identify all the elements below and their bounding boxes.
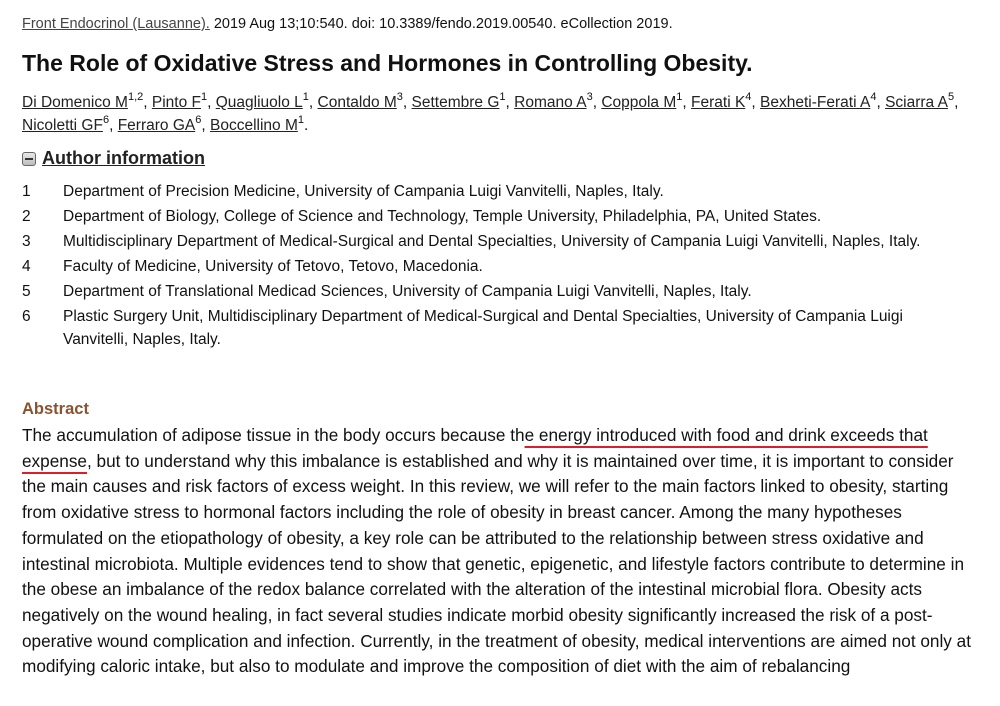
author-link[interactable]: Romano A	[514, 94, 587, 111]
author-link[interactable]: Ferraro GA	[117, 117, 196, 134]
author-entry	[209, 113, 304, 134]
author-link[interactable]: Settembre G	[411, 94, 500, 111]
author-entry	[317, 90, 403, 111]
author-information-label[interactable]: Author information	[42, 148, 205, 168]
author-information-toggle[interactable]	[22, 148, 205, 169]
author-entry	[760, 90, 877, 111]
author-affiliation-number: 1	[200, 90, 208, 103]
affiliation-text: Department of Biology, College of Science and Technology, Temple University, Philadelphia, PA, United States.	[63, 208, 822, 226]
author-affiliation-number: 1,2	[127, 90, 144, 103]
affiliation-item	[22, 306, 952, 351]
collapse-minus-icon[interactable]	[22, 152, 36, 166]
affiliation-number: 3	[22, 233, 31, 251]
affiliation-text: Multidisciplinary Department of Medical-Surgical and Dental Specialties, University of Campania Luigi Vanvitelli, Naples, Italy.	[63, 233, 921, 251]
author-link[interactable]: Coppola M	[601, 94, 677, 111]
citation-details: 2019 Aug 13;10:540. doi: 10.3389/fendo.2019.00540. eCollection 2019.	[209, 16, 673, 32]
author-affiliation-number: 1	[676, 90, 683, 103]
abstract-text	[22, 423, 982, 680]
author-affiliation-number: 1	[499, 90, 506, 103]
highlighted-phrase: e energy introduced with food and drink exceeds that expense	[22, 425, 928, 471]
affiliation-item	[22, 181, 952, 204]
author-entry	[411, 90, 506, 111]
affiliation-item	[22, 206, 952, 229]
affiliation-number: 4	[22, 258, 31, 276]
affiliation-item	[22, 231, 952, 254]
author-link[interactable]: Sciarra A	[885, 94, 948, 111]
author-affiliation-number: 5	[947, 90, 955, 103]
author-link[interactable]: Pinto F	[151, 94, 201, 111]
author-entry	[22, 90, 144, 111]
affiliation-list	[22, 181, 952, 354]
author-affiliation-number: 4	[870, 90, 877, 103]
author-link[interactable]: Bexheti-Ferati A	[760, 94, 871, 111]
affiliation-number: 1	[22, 183, 31, 200]
author-link[interactable]: Contaldo M	[317, 94, 397, 111]
author-affiliation-number: 1	[302, 90, 309, 103]
author-entry	[514, 90, 593, 111]
author-affiliation-number: 6	[102, 113, 110, 126]
author-link[interactable]: Quagliuolo L	[215, 94, 303, 111]
author-entry	[885, 90, 955, 111]
author-link[interactable]: Di Domenico M	[22, 94, 128, 111]
journal-link[interactable]: Front Endocrinol (Lausanne).	[22, 16, 210, 32]
affiliation-text: Department of Translational Medicad Sciences, University of Campania Luigi Vanvitelli, Naples, Italy.	[63, 283, 752, 301]
author-entry	[117, 113, 202, 134]
author-affiliation-number: 3	[396, 90, 403, 103]
affiliation-number: 5	[22, 283, 31, 301]
author-link[interactable]: Ferati K	[691, 94, 746, 111]
affiliation-text: Faculty of Medicine, University of Tetovo, Tetovo, Macedonia.	[63, 258, 483, 276]
author-entry	[151, 90, 208, 111]
affiliation-text: Department of Precision Medicine, University of Campania Luigi Vanvitelli, Naples, Italy.	[63, 183, 664, 200]
abstract-text-start: The accumulation of adipose tissue in the body occurs because th	[22, 425, 525, 445]
author-affiliation-number: 4	[745, 90, 752, 103]
abstract-text-rest: , but to understand why this imbalance is established and why it is maintained over time, it is important to consider the main causes and risk factors of excess weight. In this review, we will refer to the main factors linked to obesity, starting from oxidative stress to hormonal factors including the role of obesity in breast cancer. Among the many hypotheses formulated on the etiopathology of obesity, a key role can be attributed to the relationship between stress oxidative and intestinal microbiota. Multiple evidences tend to show that genetic, epigenetic, and lifestyle factors contribute to determine in the obese an imbalance of the redox balance correlated with the alteration of the intestinal microbial flora. Obesity acts negatively on the wound healing, in fact several studies indicate morbid obesity significantly increased the risk of a post-operative wound complication and infection. Currently, in the treatment of obesity, medical interventions are aimed not only at modifying caloric intake, but also to modulate and improve the composition of diet with the aim of rebalancing	[22, 450, 972, 677]
affiliation-item	[22, 256, 952, 279]
citation-line	[22, 16, 673, 32]
author-affiliation-number: 1	[297, 113, 304, 126]
article-title: The Role of Oxidative Stress and Hormones in Controlling Obesity.	[22, 50, 753, 76]
affiliation-number: 6	[22, 308, 31, 326]
affiliation-text: Plastic Surgery Unit, Multidisciplinary Department of Medical-Surgical and Dental Specialties, University of Campania Luigi Vanvitelli, Naples, Italy.	[63, 308, 903, 348]
author-link[interactable]: Boccellino M	[209, 117, 298, 134]
author-entry	[215, 90, 309, 111]
author-link[interactable]: Nicoletti GF	[22, 117, 103, 134]
author-affiliation-number: 6	[195, 113, 202, 126]
author-entry	[691, 90, 752, 111]
author-entry	[22, 113, 110, 134]
affiliation-number: 2	[22, 208, 31, 226]
author-list: Di Domenico M$^{1,2}$, Pinto $F^1$, Quagliuolo $L^1$, Contaldo $M^3$, Settembre $G^1$, Romano $A^3$, Coppola $M^1$, Ferati $K^4$, Bexheti-Ferati $A^4$, Sciarra $A^5$, Nicoletti $GF^6$, Ferraro $GA^6$, Boccellino $M^1$.	[22, 90, 959, 134]
author-entry	[601, 90, 683, 111]
abstract-heading: Abstract	[22, 400, 89, 418]
affiliation-item	[22, 281, 952, 304]
author-affiliation-number: 3	[586, 90, 593, 103]
